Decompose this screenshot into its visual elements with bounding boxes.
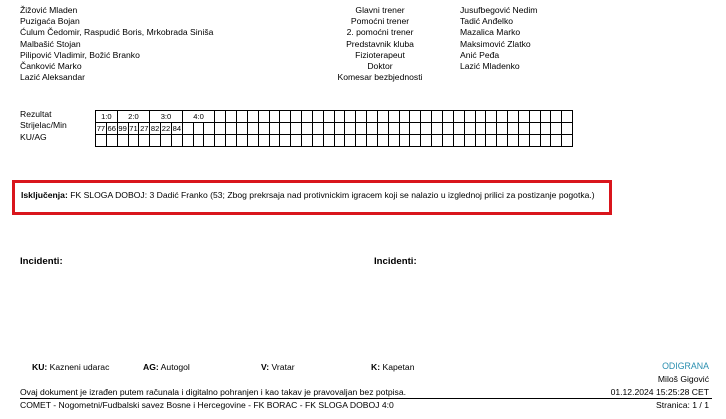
scorer-cell-empty (323, 123, 334, 135)
result-cell-empty (367, 111, 378, 123)
ku-ag-cell (269, 135, 280, 147)
ku-ag-cell (529, 135, 540, 147)
footer-match-info: COMET - Nogometni/Fudbalski savez Bosne i Hercegovine - FK BORAC - FK SLOGA DOBOJ 4:0 (20, 400, 394, 410)
scorer-cell-empty (518, 123, 529, 135)
result-cell-empty (377, 111, 388, 123)
scorer-cell-empty (269, 123, 280, 135)
scorer-minute: 71 (129, 123, 138, 133)
scorer-cell-empty (562, 123, 573, 135)
ku-ag-cell (367, 135, 378, 147)
scorer-cell-empty (551, 123, 562, 135)
scorer-cell-empty (432, 123, 443, 135)
result-cell-empty (529, 111, 540, 123)
result-cell-empty (540, 111, 551, 123)
scorer-cell-empty (236, 123, 247, 135)
label-strijelac-min: Strijelac/Min (20, 120, 67, 131)
scorer-number: 22 (161, 123, 171, 133)
ku-ag-cell (497, 135, 508, 147)
result-cell-empty (236, 111, 247, 123)
label-ku-ag: KU/AG (20, 131, 47, 142)
scorer-cell-empty (464, 123, 475, 135)
legend-text: Kazneni udarac (47, 362, 110, 372)
staff-role: Doktor (367, 60, 393, 71)
staff-names-left (20, 6, 320, 84)
legend-key: V: (261, 362, 270, 372)
result-cell: 1:0 (96, 111, 118, 123)
staff-name: Maksimović Zlatko (460, 38, 531, 49)
legend-key: K: (371, 362, 381, 372)
ku-ag-cell (421, 135, 432, 147)
result-cell-empty (226, 111, 237, 123)
ku-ag-cell (399, 135, 410, 147)
ku-ag-cell (377, 135, 388, 147)
ku-ag-cell (258, 135, 269, 147)
staff-name: Tadić Anđelko (460, 16, 514, 27)
disclaimer: Ovaj dokument je izrađen putem računala i digitalno pohranjen i kao takav je pravovaljan bez potpisa. (20, 387, 406, 397)
ku-ag-row (96, 135, 573, 147)
ku-ag-cell (204, 135, 215, 147)
ku-ag-cell (139, 135, 150, 147)
scorer-minute: 84 (172, 123, 182, 133)
ku-ag-cell (312, 135, 323, 147)
legend-ag (143, 363, 190, 372)
staff-role: Glavni trener (355, 5, 405, 15)
result-row (96, 111, 573, 123)
result-cell-empty (464, 111, 475, 123)
scorer-row (96, 123, 573, 135)
result-cell-empty (562, 111, 573, 123)
scorer-cell-empty (367, 123, 378, 135)
staff-role: Pomoćni trener (350, 16, 410, 27)
scorer-cell-empty (540, 123, 551, 135)
result-cell-empty (443, 111, 454, 123)
scorer-cell-empty (226, 123, 237, 135)
ku-ag-cell (106, 135, 117, 147)
ku-ag-cell (280, 135, 291, 147)
expulsion-line (21, 191, 595, 200)
scorer-cell-empty (312, 123, 323, 135)
ku-ag-cell (475, 135, 486, 147)
result-cell: 3:0 (150, 111, 183, 123)
staff-name: Puzigaća Bojan (20, 16, 80, 27)
ku-ag-cell (171, 135, 182, 147)
scorer-cell-empty (247, 123, 258, 135)
incidents-home-label: Incidenti: (20, 256, 63, 267)
score-table-labels (20, 110, 67, 144)
page-number: Stranica: 1 / 1 (655, 400, 709, 410)
ku-ag-cell (193, 135, 204, 147)
document-timestamp: 01.12.2024 15:25:28 CET (610, 387, 709, 397)
scorer-cell-empty (215, 123, 226, 135)
scorer-cell-empty (508, 123, 519, 135)
ku-ag-cell (128, 135, 139, 147)
match-status: ODIGRANA (662, 361, 709, 371)
result-cell: 2:0 (117, 111, 150, 123)
result-cell-empty (432, 111, 443, 123)
legend-text: Kapetan (380, 362, 415, 372)
score-grid (95, 110, 573, 147)
scorer-cell-empty (302, 123, 313, 135)
label-rezultat: Rezultat (20, 109, 52, 119)
staff-name: Lazić Mladenko (460, 60, 520, 71)
scorer-cell-empty (421, 123, 432, 135)
ku-ag-cell (226, 135, 237, 147)
legend-ku (32, 363, 109, 372)
result-cell-empty (269, 111, 280, 123)
scorer-cell-empty (334, 123, 345, 135)
ku-ag-cell (182, 135, 193, 147)
scorer-cell-empty (486, 123, 497, 135)
ku-ag-cell (356, 135, 367, 147)
staff-roles (300, 6, 460, 84)
ku-ag-cell (551, 135, 562, 147)
ku-ag-cell (161, 135, 172, 147)
legend-key: KU: (32, 362, 48, 372)
scorer-cell-empty (388, 123, 399, 135)
expulsion-text: FK SLOGA DOBOJ: 3 Dadić Franko (53; Zbog prekrsaja nad protivnickim igracem koji se nalazio u izglednoj prilici za postizanje pogotka.) (67, 190, 595, 200)
staff-name: Mazalica Marko (460, 27, 521, 38)
result-cell-empty (399, 111, 410, 123)
result-cell-empty (475, 111, 486, 123)
result-cell-empty (410, 111, 421, 123)
scorer-cell-empty (443, 123, 454, 135)
scorer-cell-empty (497, 123, 508, 135)
scorer-cell-empty (399, 123, 410, 135)
result-cell-empty (334, 111, 345, 123)
ku-ag-cell (302, 135, 313, 147)
ku-ag-cell (323, 135, 334, 147)
staff-name: Anić Peđa (460, 49, 500, 60)
result-cell-empty (453, 111, 464, 123)
ku-ag-cell (215, 135, 226, 147)
scorer-cell-empty (291, 123, 302, 135)
scorer-cell-empty (529, 123, 540, 135)
result-cell-empty (302, 111, 313, 123)
ku-ag-cell (464, 135, 475, 147)
ku-ag-cell (334, 135, 345, 147)
ku-ag-cell (388, 135, 399, 147)
result-cell-empty (486, 111, 497, 123)
scorer-cell-empty (182, 123, 193, 135)
legend-text: Autogol (158, 362, 190, 372)
staff-role: 2. pomoćni trener (346, 27, 414, 38)
incidents-away-label: Incidenti: (374, 256, 417, 267)
scorer-cell-empty (377, 123, 388, 135)
scorer-cell-empty (204, 123, 215, 135)
footer-divider (20, 398, 712, 399)
legend-v (261, 363, 295, 372)
result-cell-empty (280, 111, 291, 123)
result-cell-empty (497, 111, 508, 123)
staff-role: Fizioterapeut (355, 49, 405, 60)
ku-ag-cell (117, 135, 128, 147)
result-cell-empty (421, 111, 432, 123)
staff-name: Žižović Mladen (20, 5, 78, 15)
scorer-number: 27 (140, 123, 149, 133)
scorer-number: 77 (96, 123, 106, 133)
staff-name: Čanković Marko (20, 60, 82, 71)
legend-k (371, 363, 414, 372)
ku-ag-cell (150, 135, 161, 147)
staff-name: Jusufbegović Nedim (460, 5, 538, 15)
ku-ag-cell (236, 135, 247, 147)
result-cell-empty (388, 111, 399, 123)
ku-ag-cell (562, 135, 573, 147)
result-cell-empty (356, 111, 367, 123)
scorer-cell-empty (410, 123, 421, 135)
signer-name: Miloš Gigović (657, 374, 709, 384)
staff-role: Predstavnik kluba (346, 38, 414, 49)
scorer-minute: 66 (107, 123, 116, 133)
ku-ag-cell (453, 135, 464, 147)
ku-ag-cell (410, 135, 421, 147)
staff-name: Pilipović Vladimir, Božić Branko (20, 49, 140, 60)
scorer-minute: 82 (150, 123, 160, 133)
result-cell-empty (247, 111, 258, 123)
scorer-number: 99 (118, 123, 127, 133)
ku-ag-cell (432, 135, 443, 147)
scorer-cell-empty (193, 123, 204, 135)
staff-name: Ćulum Čedomir, Raspudić Boris, Mrkobrada Siniša (20, 27, 214, 38)
result-cell-empty (551, 111, 562, 123)
result-cell-empty (345, 111, 356, 123)
scorer-cell-empty (453, 123, 464, 135)
staff-name: Malbašić Stojan (20, 38, 81, 49)
result-cell-empty (312, 111, 323, 123)
ku-ag-cell (291, 135, 302, 147)
result-cell-empty (508, 111, 519, 123)
ku-ag-cell (247, 135, 258, 147)
scorer-cell-empty (280, 123, 291, 135)
scorer-cell-empty (475, 123, 486, 135)
legend-text: Vratar (269, 362, 295, 372)
scorer-cell-empty (356, 123, 367, 135)
ku-ag-cell (96, 135, 107, 147)
scorer-cell-empty (345, 123, 356, 135)
result-cell-empty (518, 111, 529, 123)
ku-ag-cell (486, 135, 497, 147)
ku-ag-cell (508, 135, 519, 147)
ku-ag-cell (540, 135, 551, 147)
scorer-cell-empty (258, 123, 269, 135)
staff-name: Lazić Aleksandar (20, 72, 85, 83)
result-cell: 4:0 (182, 111, 215, 123)
ku-ag-cell (345, 135, 356, 147)
ku-ag-cell (443, 135, 454, 147)
expulsion-label: Isključenja: (21, 190, 68, 200)
staff-role: Komesar bezbjednosti (337, 72, 423, 83)
staff-names-right (460, 6, 680, 73)
result-cell-empty (323, 111, 334, 123)
result-cell-empty (258, 111, 269, 123)
result-cell-empty (291, 111, 302, 123)
legend-key: AG: (143, 362, 159, 372)
ku-ag-cell (518, 135, 529, 147)
result-cell-empty (215, 111, 226, 123)
